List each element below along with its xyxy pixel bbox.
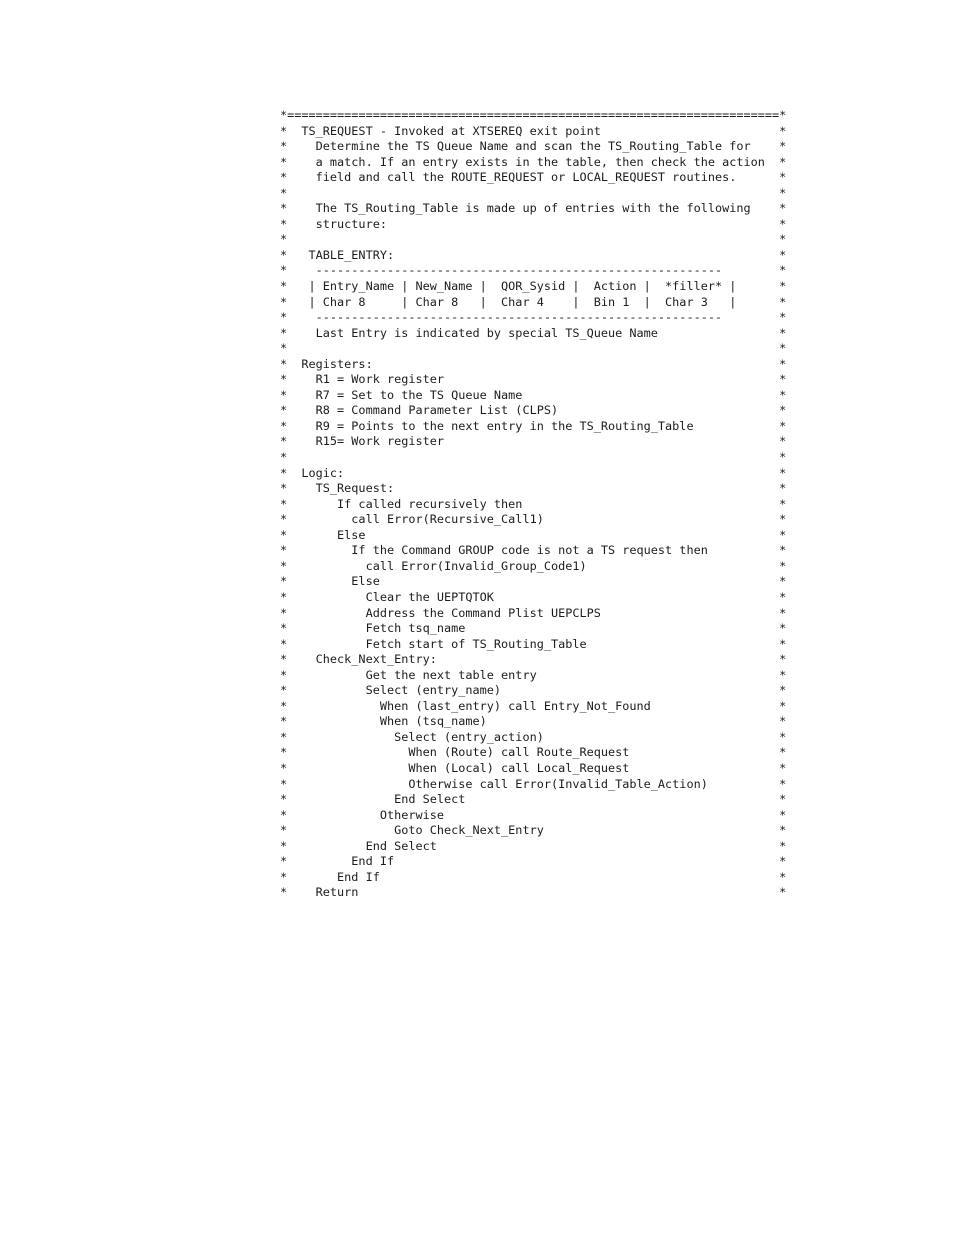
blank-comment-line: * *	[280, 232, 787, 247]
register-line: * R8 = Command Parameter List (CLPS) *	[280, 403, 787, 418]
logic-line: * Otherwise call Error(Invalid_Table_Action) *	[280, 776, 787, 791]
table-entry-heading: * TABLE_ENTRY: *	[280, 247, 787, 262]
logic-line: * Fetch tsq_name *	[280, 621, 787, 636]
logic-line: * When (Route) call Route_Request *	[280, 745, 787, 760]
logic-line: * call Error(Invalid_Group_Code1) *	[280, 558, 787, 573]
logic-line: * If the Command GROUP code is not a TS request then *	[280, 543, 787, 558]
logic-line: * Clear the UEPTQTOK *	[280, 589, 787, 604]
blank-comment-line: * *	[280, 185, 787, 200]
logic-line: * If called recursively then *	[280, 496, 787, 511]
description-line: * The TS_Routing_Table is made up of entries with the following *	[280, 201, 787, 216]
logic-line: * Select (entry_action) *	[280, 729, 787, 744]
description-line: * Determine the TS Queue Name and scan the TS_Routing_Table for *	[280, 139, 787, 154]
blank-comment-line: * *	[280, 341, 787, 356]
logic-line: * Get the next table entry *	[280, 667, 787, 682]
register-line: * R7 = Set to the TS Queue Name *	[280, 387, 787, 402]
logic-line: * When (last_entry) call Entry_Not_Found *	[280, 698, 787, 713]
logic-line: * End If *	[280, 854, 787, 869]
description-line: * Last Entry is indicated by special TS_Queue Name *	[280, 325, 787, 340]
table-type-row: * | Char 8 | Char 8 | Char 4 | Bin 1 | Char 3 | *	[280, 294, 787, 309]
routine-title-line: * TS_REQUEST - Invoked at XTSEREQ exit point *	[280, 123, 787, 138]
logic-label-line: * Check_Next_Entry: *	[280, 652, 787, 667]
blank-comment-line: * *	[280, 450, 787, 465]
table-rule-line: * --------------------------------------------------------- *	[280, 310, 787, 325]
table-rule-line: * --------------------------------------------------------- *	[280, 263, 787, 278]
logic-line: * When (tsq_name) *	[280, 714, 787, 729]
logic-line: * Else *	[280, 574, 787, 589]
logic-line: * Address the Command Plist UEPCLPS *	[280, 605, 787, 620]
logic-line: * When (Local) call Local_Request *	[280, 760, 787, 775]
logic-line: * call Error(Recursive_Call1) *	[280, 512, 787, 527]
register-line: * R15= Work register *	[280, 434, 787, 449]
description-line: * structure: *	[280, 216, 787, 231]
logic-heading: * Logic: *	[280, 465, 787, 480]
logic-line: * End Select *	[280, 792, 787, 807]
logic-line: * Fetch start of TS_Routing_Table *	[280, 636, 787, 651]
register-line: * R1 = Work register *	[280, 372, 787, 387]
logic-line: * Otherwise *	[280, 807, 787, 822]
table-header-row: * | Entry_Name | New_Name | QOR_Sysid | Action | *filler* | *	[280, 279, 787, 294]
logic-line: * End If *	[280, 869, 787, 884]
banner-border-line: *=====================================================================*	[280, 108, 787, 122]
logic-line: * Goto Check_Next_Entry *	[280, 823, 787, 838]
logic-line: * Else *	[280, 527, 787, 542]
description-line: * a match. If an entry exists in the table, then check the action *	[280, 154, 787, 169]
logic-line: * Select (entry_name) *	[280, 683, 787, 698]
code-listing	[280, 108, 790, 901]
registers-heading: * Registers: *	[280, 356, 787, 371]
logic-line: * TS_Request: *	[280, 481, 787, 496]
return-line: * Return *	[280, 885, 787, 900]
register-line: * R9 = Points to the next entry in the TS_Routing_Table *	[280, 418, 787, 433]
logic-line: * End Select *	[280, 838, 787, 853]
description-line: * field and call the ROUTE_REQUEST or LOCAL_REQUEST routines. *	[280, 170, 787, 185]
